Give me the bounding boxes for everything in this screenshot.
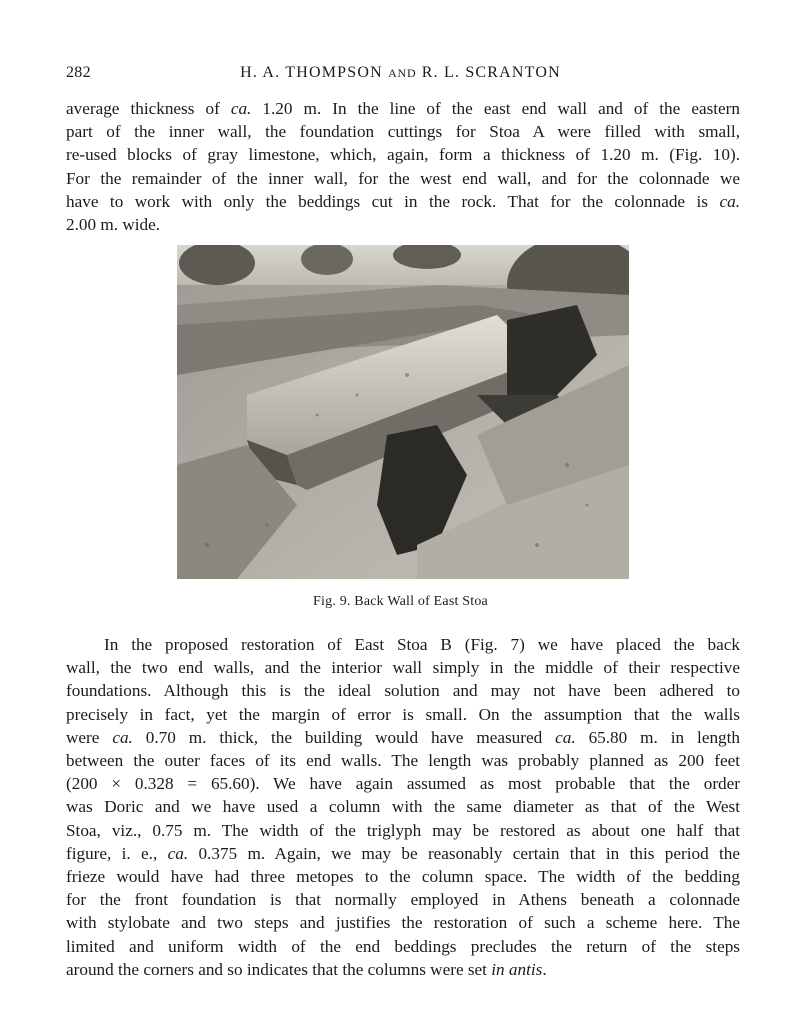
text-line: wall, the two end walls, and the interior wall simply in the middle of their respective [66,658,740,678]
text-line: part of the inner wall, the foundation cuttings for Stoa A were filled with small, [66,122,740,142]
page-number: 282 [66,64,91,81]
author-2: R. L. SCRANTON [421,64,561,81]
text-line: figure, i. e., ca. 0.375 m. Again, we may be reasonably certain that in this period the [66,843,740,863]
text-line: foundations. Although this is the ideal solution and may not have been adhered to [66,681,740,701]
text-line: Stoa, viz., 0.75 m. The width of the triglyph may be restored as about one half that [66,820,740,840]
text-line: frieze would have had three metopes to the column space. The width of the bedding [66,867,740,887]
text-line: re-used blocks of gray limestone, which, again, form a thickness of 1.20 m. (Fig. 10). [66,145,740,165]
text-line: with stylobate and two steps and justifies the restoration of such a scheme here. The [66,913,740,933]
text-line: were ca. 0.70 m. thick, the building would have measured ca. 65.80 m. in length [66,727,740,747]
text-line: was Doric and we have used a column with the same diameter as that of the West [66,797,740,817]
text-line: for the front foundation is that normally employed in Athens beneath a colonnade [66,890,740,910]
text-line: limited and uniform width of the end beddings precludes the return of the steps [66,936,740,956]
paragraph-bottom [66,633,740,981]
text-line: around the corners and so indicates that the columns were set in antis. [66,959,547,979]
photograph-icon [177,245,629,579]
text-line: average thickness of ca. 1.20 m. In the line of the east end wall and of the eastern [66,99,740,118]
and-word: AND [388,66,417,80]
text-line: have to work with only the beddings cut in the rock. That for the colonnade is ca. [66,191,740,211]
author-1: H. A. THOMPSON [240,64,383,81]
text-line: For the remainder of the inner wall, for the west end wall, and for the colonnade we [66,168,740,188]
text-line: In the proposed restoration of East Stoa B (Fig. 7) we have placed the back [104,635,740,654]
text-line: 2.00 m. wide. [66,215,161,235]
text-line: (200 × 0.328 = 65.60). We have again assumed as most probable that the order [66,774,740,794]
paragraph-top [66,97,740,236]
figure-caption: Fig. 9. Back Wall of East Stoa [313,594,488,609]
text-line: between the outer faces of its end walls. The length was probably planned as 200 feet [66,751,740,771]
text-line: precisely in fact, yet the margin of error is small. On the assumption that the walls [66,704,740,724]
figure-photo [177,245,629,579]
running-head [0,64,801,82]
